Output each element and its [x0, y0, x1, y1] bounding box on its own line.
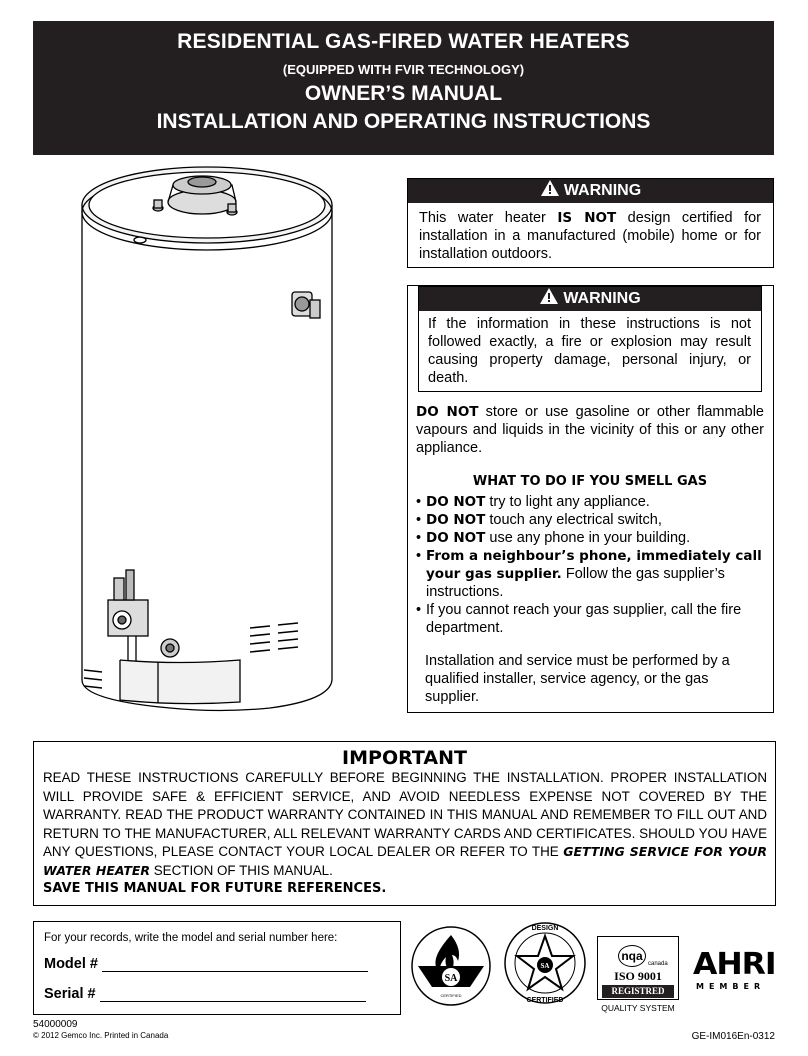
serial-number-field[interactable]: [44, 986, 366, 1002]
list-item: • DO NOT touch any electrical switch,: [416, 511, 766, 529]
save-manual-notice: SAVE THIS MANUAL FOR FUTURE REFERENCES.: [43, 881, 387, 896]
quality-system-label: QUALITY SYSTEM: [601, 1003, 675, 1013]
svg-text:CERTIFIED: CERTIFIED: [526, 997, 564, 1004]
list-item: • DO NOT use any phone in your building.: [416, 529, 766, 547]
copyright: © 2012 Gemco Inc. Printed in Canada: [33, 1031, 169, 1040]
warning-box-fire-explosion: [418, 286, 762, 392]
records-box: [33, 921, 401, 1015]
document-id: GE-IM016En-0312: [691, 1031, 775, 1042]
title-banner: [33, 21, 774, 155]
serial-blank-line[interactable]: [100, 987, 366, 1002]
warning-label: WARNING: [563, 182, 642, 199]
document-subtitle: (EQUIPPED WITH FVIR TECHNOLOGY): [282, 62, 525, 77]
warning-banner: [419, 287, 761, 311]
part-number: 54000009: [33, 1019, 78, 1030]
svg-text:DESIGN: DESIGN: [531, 925, 559, 932]
warning-triangle-icon: [540, 179, 560, 197]
csa-certified-logo: [410, 925, 492, 1007]
nqa-mark: nqa: [618, 945, 646, 967]
important-text: READ THESE INSTRUCTIONS CAREFULLY BEFORE BEGINNING THE INSTALLATION. PROPER INSTALLATION WILL PROVIDE SAFE & EFFICIENT SERVICE, AND AVOID NEEDLESS EXPENSE NOT COVERED BY THE WARRANTY. READ THE PRODUCT WARRANTY CONTAINED IN THIS MANUAL AND REMEMBER TO FILL OUT AND RETURN TO THE MANUFACTURER, ALL RELEVANT WARRANTY CARDS AND CERTIFICATES. SHOULD YOU HAVE ANY QUESTIONS, PLEASE CONTACT YOUR LOCAL DEALER OR REFER TO THE GETTING SERVICE FOR YOUR WATER HEATER SECTION OF THIS MANUAL.: [43, 770, 767, 878]
flammable-vapours-notice: DO NOT store or use gasoline or other flammable vapours and liquids in the vicinity of this or any other appliance.: [416, 404, 764, 456]
iso-label: ISO 9001: [614, 969, 662, 983]
warning-text: This water heater IS NOT design certified for installation in a manufactured (mobile) home or for installation outdoors.: [419, 210, 761, 262]
warning-box-mobile-home: [407, 178, 774, 268]
list-item: • DO NOT try to light any appliance.: [416, 493, 766, 511]
serial-label: Serial #: [44, 986, 96, 1002]
model-number-field[interactable]: [44, 956, 368, 972]
list-item: • From a neighbour’s phone, immediately call your gas supplier. Follow the gas supplier’s instructions.: [416, 547, 766, 601]
warning-label: WARNING: [563, 290, 641, 307]
svg-text:CERTIFIED: CERTIFIED: [440, 993, 462, 998]
svg-text:SA: SA: [540, 962, 550, 970]
member-label: MEMBER: [696, 982, 766, 991]
document-title: RESIDENTIAL GAS-FIRED WATER HEATERS: [177, 30, 630, 53]
warning-banner: [408, 179, 773, 203]
model-blank-line[interactable]: [102, 957, 368, 972]
design-certified-logo: [503, 918, 587, 1008]
ahri-mark: AHRI: [693, 947, 776, 982]
model-label: Model #: [44, 956, 98, 972]
nqa-iso9001-logo: nqa canada ISO 9001 REGISTRED QUALITY SYSTEM: [597, 936, 679, 1020]
smell-gas-list: [416, 493, 766, 637]
manual-type: OWNER’S MANUAL: [304, 82, 503, 105]
svg-text:SA: SA: [444, 973, 458, 984]
warning-triangle-icon: [539, 287, 559, 305]
installation-notice: Installation and service must be performed by a qualified installer, service agency, or the gas supplier.: [425, 653, 730, 705]
ahri-member-logo: [693, 947, 776, 991]
list-item: • If you cannot reach your gas supplier, call the fire department.: [416, 601, 766, 637]
manual-purpose: INSTALLATION AND OPERATING INSTRUCTIONS: [156, 110, 651, 133]
records-instructions: For your records, write the model and serial number here:: [44, 932, 338, 944]
important-box: [33, 741, 776, 906]
water-heater-illustration: [70, 160, 350, 725]
registered-label: REGISTRED: [602, 985, 674, 998]
smell-gas-heading: WHAT TO DO IF YOU SMELL GAS: [472, 474, 708, 489]
warning-text: If the information in these instructions is not followed exactly, a fire or explosion may result causing property damage, personal injury, or death.: [428, 316, 751, 386]
important-heading: IMPORTANT: [342, 747, 467, 769]
